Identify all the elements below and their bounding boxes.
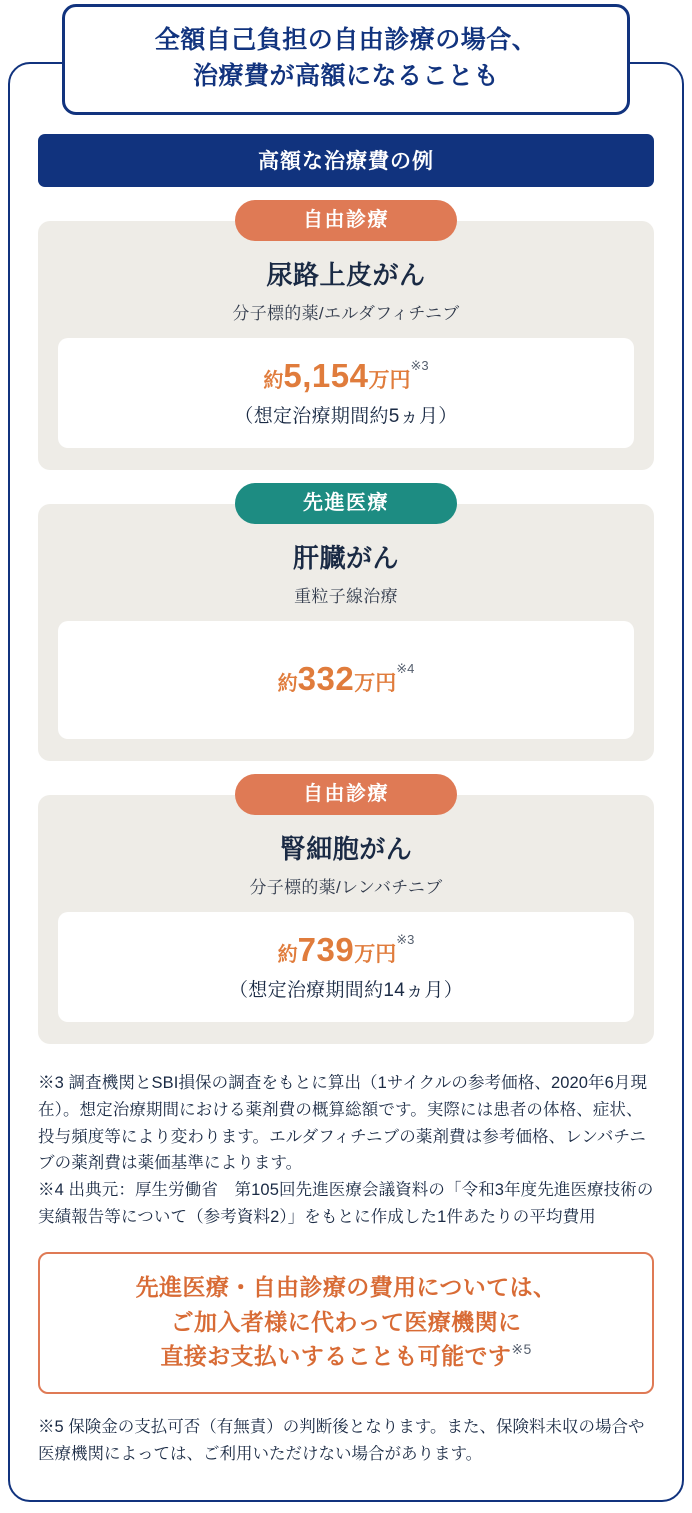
direct-payment-highlight [38,1252,654,1394]
price-amount: 739 [297,930,355,968]
price-footnote-marker: ※3 [396,931,415,947]
disease-name: 肝臓がん [292,543,399,574]
page-title [62,4,630,115]
price-approx-prefix: 約 [263,369,284,392]
price-amount: 5,154 [283,356,369,394]
treatment-cost-card [38,782,654,1044]
price-box [58,338,634,449]
treatment-method: 分子標的薬/エルダフィチニブ [232,303,460,323]
page-title-line-2: 治療費が高額になることも [192,61,499,90]
disease-name: 腎細胞がん [279,833,413,864]
treatment-type-badge: 自由診療 [235,774,457,815]
price-box [58,621,634,739]
highlight-line-3 [50,1339,642,1374]
price-line [68,930,624,970]
price-footnote-marker: ※4 [396,661,415,677]
price-line [68,659,624,699]
highlight-line-3-text: 直接お支払いすることも可能です [160,1343,512,1370]
highlight-line-1: 先進医療・自由診療の費用については、 [135,1274,557,1301]
footnote-3: ※3 調査機関とSBI損保の調査をもとに算出（1サイクルの参考価格、2020年6月現在）。想定治療期間における薬剤費の概算総額です。実際には患者の体格、症状、投与頻度等により変わります。エルダフィチニブの薬剤費は参考価格、レンバチニブの薬剤費は薬価基準によります。 [38,1074,648,1173]
treatment-type-badge: 自由診療 [235,200,457,241]
price-approx-prefix: 約 [277,943,298,966]
footnotes [38,1070,654,1230]
section-header: 高額な治療費の例 [38,134,654,187]
highlight-line-2: ご加入者様に代わって医療機関に [170,1308,522,1335]
price-box [58,912,634,1023]
treatment-cost-card [38,492,654,760]
treatment-method: 重粒子線治療 [294,587,398,607]
price-footnote-marker: ※3 [410,357,429,373]
footnote-5: ※5 保険金の支払可否（有無責）の判断後となります。また、保険料未収の場合や医療機関によっては、ご利用いただけない場合があります。 [38,1417,645,1463]
content-area [8,62,684,1493]
price-period: （想定治療期間約14ヵ月） [228,980,464,1002]
treatment-method: 分子標的薬/レンバチニブ [249,877,443,897]
treatment-cost-card [38,209,654,470]
price-unit: 万円 [354,942,397,966]
price-unit: 万円 [354,672,397,696]
price-approx-prefix: 約 [277,673,298,696]
highlight-footnote-marker: ※5 [511,1341,532,1358]
price-period: （想定治療期間約5ヵ月） [234,406,458,428]
price-unit: 万円 [368,368,411,392]
price-line [68,356,624,396]
footnote-4: ※4 出典元：厚生労働省 第105回先進医療会議資料の「令和3年度先進医療技術の実績報告等について（参考資料2）」をもとに作成した1件あたりの平均費用 [38,1181,654,1226]
disease-name: 尿路上皮がん [266,260,426,290]
price-amount: 332 [297,660,355,698]
page-title-line-1: 全額自己負担の自由診療の場合、 [154,26,538,54]
treatment-type-badge: 先進医療 [235,483,457,524]
